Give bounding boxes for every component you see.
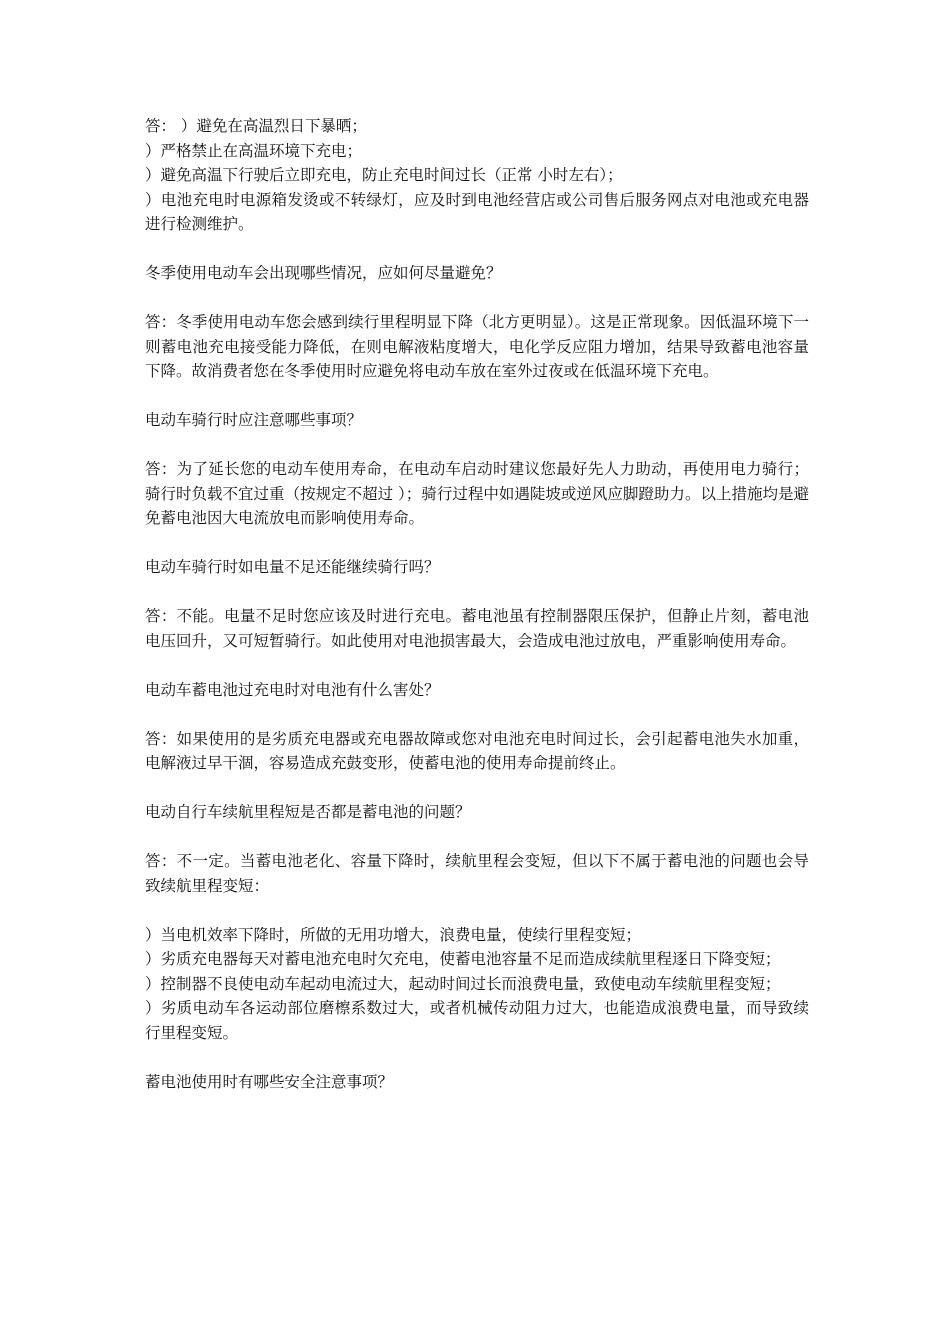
- document-page: [145, 114, 809, 1094]
- list-item: ）控制器不良使电动车起动电流过大，起动时间过长而浪费电量，致使电动车续航里程变短；: [145, 974, 781, 993]
- answer-line: ）避免高温下行驶后立即充电，防止充电时间过长（正常 小时左右）；: [145, 166, 623, 184]
- answer-line: 答： ）避免在高温烈日下暴晒；: [145, 117, 367, 135]
- answer-line: ）严格禁止在高温环境下充电；: [145, 141, 363, 160]
- list-item: ）劣质电动车各运动部位磨檫系数过大，或者机械传动阻力过大，也能造成浪费电量，而导致续行里程变短。: [145, 999, 809, 1042]
- question-heading: 电动自行车续航里程短是否都是蓄电池的问题？: [145, 803, 471, 821]
- answer-paragraph: 答：冬季使用电动车您会感到续行里程明显下降（北方更明显）。这是正常现象。因低温环境下一则蓄电池充电接受能力降低，在则电解液粘度增大，电化学反应阻力增加，结果导致蓄电池容量下降。故消费者您在冬季使用时应避免将电动车放在室外过夜或在低温环境下充电。: [145, 313, 809, 380]
- question-heading: 蓄电池使用时有哪些安全注意事项？: [145, 1072, 394, 1091]
- question-heading: 冬季使用电动车会出现哪些情况，应如何尽量避免？: [145, 264, 502, 282]
- question-heading: 电动车蓄电池过充电时对电池有什么害处？: [145, 680, 440, 699]
- list-item: ）劣质充电器每天对蓄电池充电时欠充电，使蓄电池容量不足而造成续航里程逐日下降变短；: [145, 950, 781, 968]
- answer-line: ）电池充电时电源箱发烫或不转绿灯，应及时到电池经营店或公司售后服务网点对电池或充电器进行检测维护。: [145, 190, 809, 233]
- answer-paragraph: 答：不能。电量不足时您应该及时进行充电。蓄电池虽有控制器限压保护，但静止片刻，蓄电池电压回升，又可短暂骑行。如此使用对电池损害最大，会造成电池过放电，严重影响使用寿命。: [145, 607, 809, 650]
- question-heading: 电动车骑行时应注意哪些事项？: [145, 411, 363, 429]
- answer-paragraph: 答：不一定。当蓄电池老化、容量下降时，续航里程会变短，但以下不属于蓄电池的问题也会导致续航里程变短：: [145, 852, 809, 895]
- answer-paragraph: 答：如果使用的是劣质充电器或充电器故障或您对电池充电时间过长，会引起蓄电池失水加重，电解液过早干涸，容易造成充鼓变形，使蓄电池的使用寿命提前终止。: [145, 729, 809, 772]
- question-heading: 电动车骑行时如电量不足还能继续骑行吗？: [145, 558, 440, 576]
- list-item: ）当电机效率下降时，所做的无用功增大，浪费电量，使续行里程变短；: [145, 925, 642, 944]
- answer-paragraph: 答：为了延长您的电动车使用寿命，在电动车启动时建议您最好先人力助动，再使用电力骑行；骑行时负载不宜过重（按规定不超过 ）；骑行过程中如遇陡坡或逆风应脚蹬助力。以上措施均是避免蓄电池因大电流放电而影响使用寿命。: [145, 460, 809, 527]
